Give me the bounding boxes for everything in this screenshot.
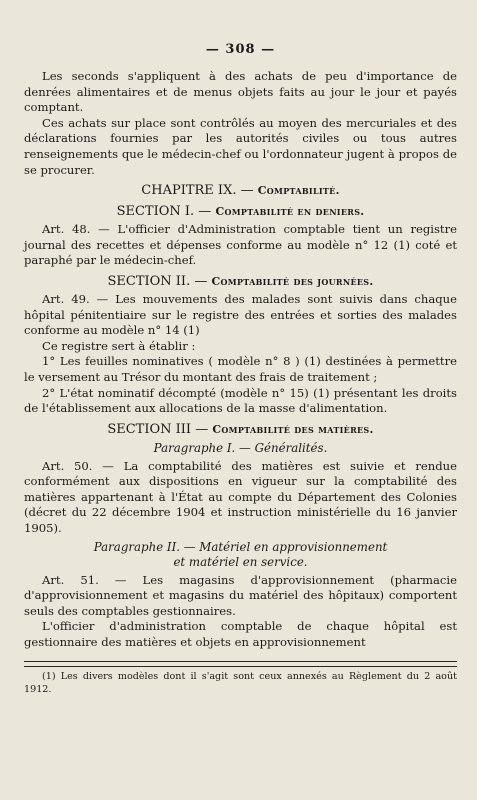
paragraph: Ces achats sur place sont contrôlés au moyen des mercuriales et des déclarations fournies par les autorités civiles ou tous autres renseignements que le médecin-chef ou l'ordonnateur jugent à propos de se procurer. [24, 115, 457, 177]
chapter-subtitle: Comptabilité. [257, 184, 340, 198]
footnote: (1) Les divers modèles dont il s'agit sont ceux annexés au Règlement du 2 août 1912. [24, 670, 457, 695]
paragraph: Les seconds s'appliquent à des achats de peu d'importance de denrées alimentaires et de menus objets faits au jour le jour et payés comptant. [24, 69, 457, 115]
article-49: Art. 49. — Les mouvements des malades sont suivis dans chaque hôpital pénitentiaire sur le registre des entrées et sorties des malades conforme au modèle n° 14 (1) [24, 291, 457, 338]
paragraph-heading [24, 540, 457, 570]
paragraph-heading-line: Paragraphe II. — Matériel en approvisionnement [93, 539, 388, 554]
article-48: Art. 48. — L'officier d'Administration comptable tient un registre journal des recettes et dépenses conforme au modèle n° 12 (1) coté et paraphé par le médecin-chef. [24, 222, 457, 268]
footnote-rule [24, 661, 457, 662]
page-number: — 308 — [205, 42, 276, 57]
article-50: Art. 50. — La comptabilité des matières est suivie et rendue conformément aux dispositions en vigueur sur la comptabilité des matières appartenant à l'État au compte du Département des Colonies (décret du 22 décembre 1904 et instruction ministérielle du 16 janvier 1905). [24, 458, 457, 536]
footnote-rule [24, 666, 457, 667]
chapter-heading [24, 182, 457, 199]
section-subtitle: Comptabilité en deniers. [215, 205, 365, 219]
paragraph: 2° L'état nominatif décompté (modèle n° 15) (1) présentant les droits de l'établissement aux allocations de la masse d'alimentation. [24, 385, 457, 416]
article-51: Art. 51. — Les magasins d'approvisionnement (pharmacie d'approvisionnement et magasins du matériel des hôpitaux) comportent seuls des comptables gestionnaires. [24, 572, 457, 618]
paragraph-heading: Paragraphe I. — Généralités. [153, 440, 328, 455]
section-subtitle: Comptabilité des journées. [211, 274, 374, 288]
paragraph: Ce registre sert à établir : [42, 338, 196, 353]
section-subtitle: Comptabilité des matières. [212, 422, 374, 436]
section-heading [24, 273, 457, 290]
section-title: SECTION II. — [107, 273, 208, 289]
paragraph: L'officier d'administration comptable de chaque hôpital est gestionnaire des matières et objets en approvisionnement [24, 619, 457, 650]
section-heading [24, 203, 457, 220]
paragraph: 1° Les feuilles nominatives ( modèle n° 8 ) (1) destinées à permettre le versement au Trésor du montant des frais de traitement ; [24, 354, 457, 384]
paragraph-heading-line: et matériel en service. [173, 554, 308, 569]
chapter-title: CHAPITRE IX. — [141, 183, 254, 199]
section-title: SECTION I. — [116, 204, 212, 220]
section-heading [24, 421, 457, 438]
section-title: SECTION III — [107, 421, 209, 437]
